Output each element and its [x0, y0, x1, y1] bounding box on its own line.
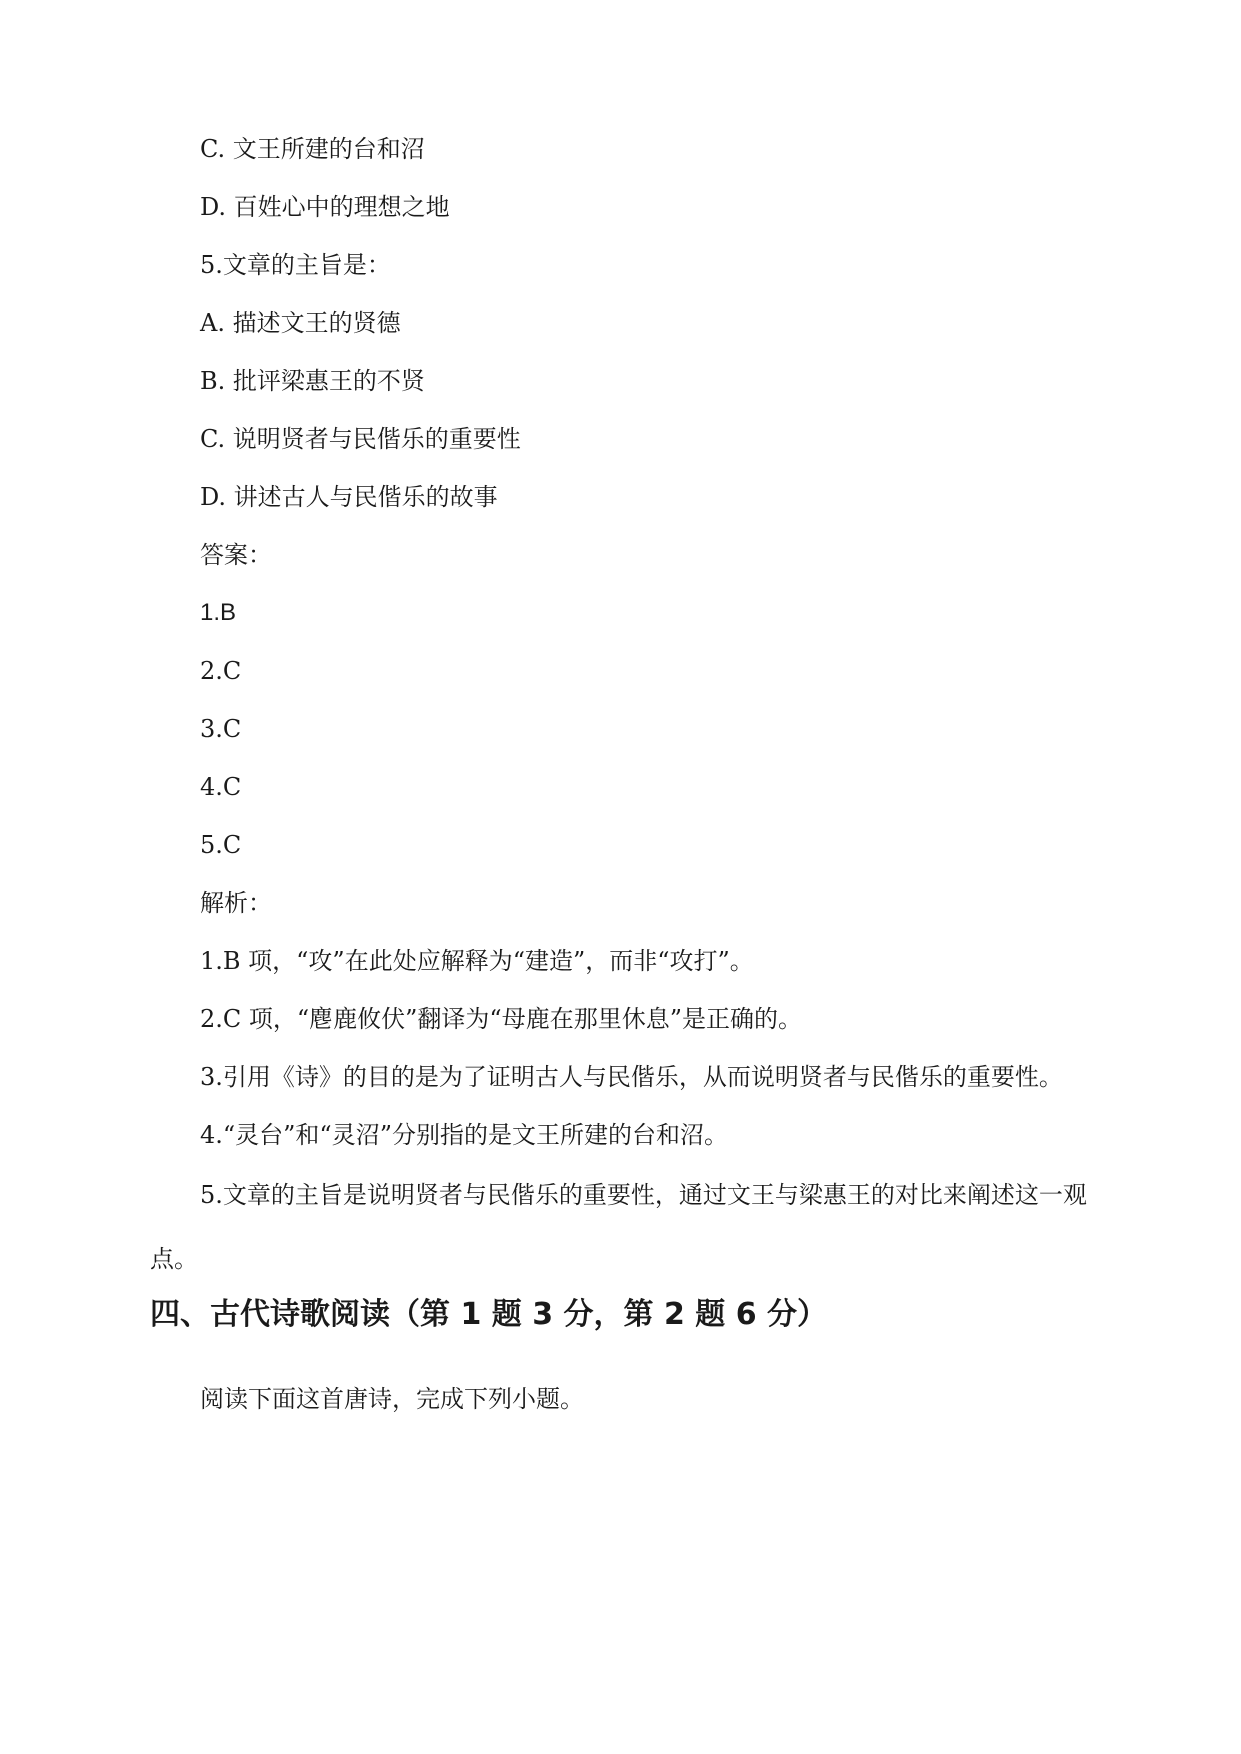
- answers-label: 答案：: [200, 541, 272, 569]
- option-5c: C. 说明贤者与民偕乐的重要性: [200, 425, 521, 453]
- analysis-item: 4.“灵台”和“灵沼”分别指的是文王所建的台和沼。: [200, 1121, 728, 1149]
- answer-item: 5.C: [200, 831, 242, 859]
- analysis-item: 2.C 项，“麀鹿攸伏”翻译为“母鹿在那里休息”是正确的。: [200, 1005, 802, 1033]
- analysis-item: 5.文章的主旨是说明贤者与民偕乐的重要性，通过文王与梁惠王的对比来阐述这一观点。: [150, 1181, 1087, 1273]
- section-heading: 四、古代诗歌阅读（第 1 题 3 分，第 2 题 6 分）: [150, 1297, 828, 1332]
- answer-item: 1.B: [200, 599, 237, 626]
- option-4d: D. 百姓心中的理想之地: [200, 193, 450, 221]
- option-5a: A. 描述文王的贤德: [200, 309, 401, 337]
- analysis-label: 解析：: [200, 889, 272, 917]
- section-instruction: 阅读下面这首唐诗，完成下列小题。: [200, 1385, 584, 1413]
- option-4c: C. 文王所建的台和沼: [200, 135, 425, 163]
- answer-item: 4.C: [200, 773, 242, 801]
- answer-item: 2.C: [200, 657, 242, 685]
- answer-item: 3.C: [200, 715, 242, 743]
- option-5d: D. 讲述古人与民偕乐的故事: [200, 483, 498, 511]
- analysis-item: 3.引用《诗》的目的是为了证明古人与民偕乐，从而说明贤者与民偕乐的重要性。: [200, 1063, 1063, 1091]
- option-5b: B. 批评梁惠王的不贤: [200, 367, 425, 395]
- analysis-item: 1.B 项，“攻”在此处应解释为“建造”，而非“攻打”。: [200, 947, 754, 975]
- question-5-stem: 5.文章的主旨是：: [200, 251, 391, 279]
